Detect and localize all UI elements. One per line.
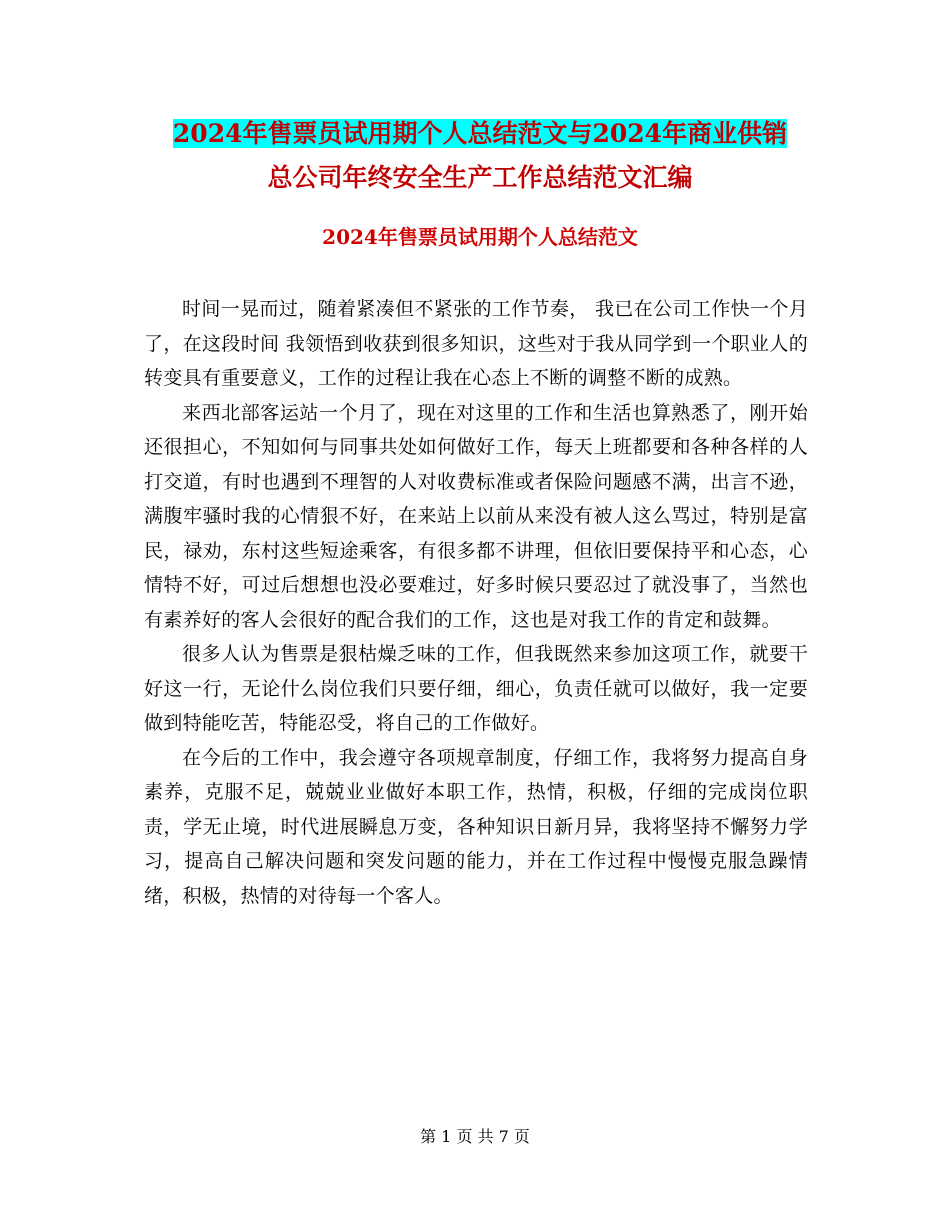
document-title-line-2: 总公司年终安全生产工作总结范文汇编 <box>267 163 693 192</box>
section-title: 2024年售票员试用期个人总结范文 <box>322 225 638 249</box>
document-title-line-1: 2024年售票员试用期个人总结范文与2024年商业供销 <box>172 119 788 148</box>
document-body <box>144 292 808 913</box>
body-paragraph-2: 来西北部客运站一个月了，现在对这里的工作和生活也算熟悉了，刚开始还很担心，不知如何与同事共处如何做好工作，每天上班都要和各种各样的人打交道，有时也遇到不理智的人对收费标准或者保险问题感不满，出言不逊，满腹牢骚时我的心情狠不好，在来站上以前从来没有被人这么骂过，特别是富民，禄劝，东村这些短途乘客，有很多都不讲理，但依旧要保持平和心态，心情特不好，可过后想想也没必要难过，好多时候只要忍过了就没事了，当然也有素养好的客人会很好的配合我们的工作，这也是对我工作的肯定和鼓舞。 <box>144 401 808 631</box>
body-paragraph-4: 在今后的工作中，我会遵守各项规章制度，仔细工作，我将努力提高自身素养，克服不足，兢兢业业做好本职工作，热情，积极，仔细的完成岗位职责，学无止境，时代进展瞬息万变，各种知识日新月异，我将坚持不懈努力学习，提高自己解决问题和突发问题的能力，并在工作过程中慢慢克服急躁情绪，积极，热情的对待每一个客人。 <box>144 746 808 907</box>
body-paragraph-3: 很多人认为售票是狠枯燥乏味的工作，但我既然来参加这项工作，就要干好这一行，无论什么岗位我们只要仔细，细心，负责任就可以做好，我一定要做到特能吃苦，特能忍受，将自己的工作做好。 <box>144 643 808 734</box>
document-title <box>140 112 820 200</box>
body-paragraph-1: 时间一晃而过，随着紧凑但不紧张的工作节奏， 我已在公司工作快一个月了，在这段时间 我领悟到收获到很多知识，这些对于我从同学到一个职业人的转变具有重要意义，工作的过程让我在心态上不断的调整不断的成熟。 <box>144 298 808 389</box>
page-footer: 第 1 页 共 7 页 <box>420 1127 530 1146</box>
